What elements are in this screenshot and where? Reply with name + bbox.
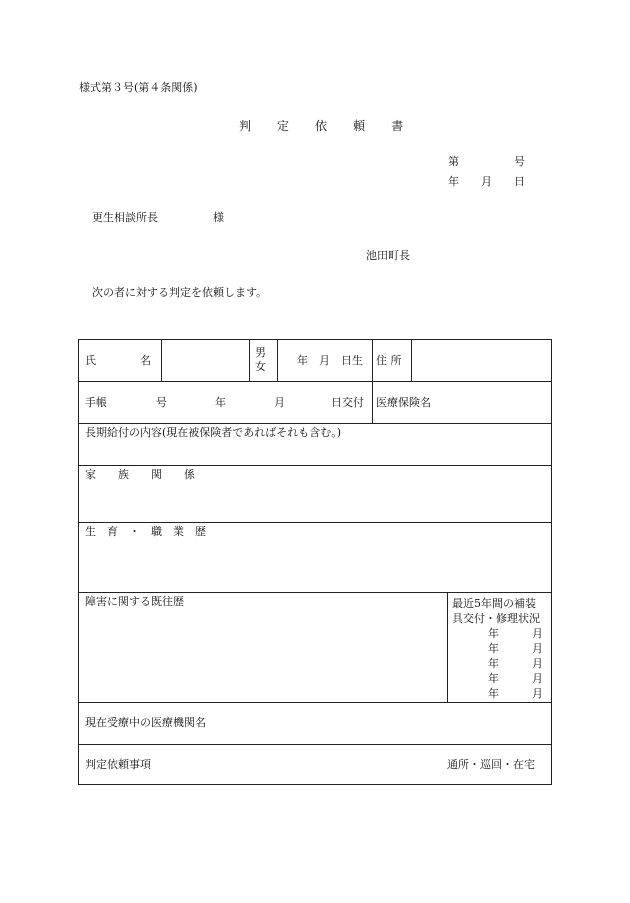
- sex-male-label: 男: [255, 346, 266, 359]
- row-divider: [79, 381, 551, 382]
- disability-history-label: 障害に関する既往歴: [85, 595, 184, 608]
- notebook-year-label: 年: [215, 396, 226, 409]
- title-char: 頼: [353, 119, 366, 133]
- col-divider: [277, 340, 278, 381]
- row-divider: [79, 522, 551, 523]
- notebook-number-label: 号: [156, 396, 167, 409]
- intro-text: 次の者に対する判定を依頼します。: [92, 286, 268, 299]
- notebook-month-label: 月: [274, 396, 285, 409]
- sender: 池田町長: [366, 249, 410, 262]
- document-number-line: 第 号: [448, 155, 525, 168]
- row-divider: [79, 423, 551, 424]
- longterm-benefit-label: 長期給付の内容(現在被保険者であればそれも含む。): [85, 426, 342, 439]
- document-date-line: 年 月 日: [448, 175, 525, 188]
- form-number: 様式第３号(第４条関係): [79, 81, 198, 94]
- device-row: 年 月: [488, 687, 543, 700]
- request-items-label: 判定依頼事項: [85, 758, 151, 771]
- document-title: [239, 119, 403, 133]
- device-row: 年 月: [488, 627, 543, 640]
- device-row: 年 月: [488, 657, 543, 670]
- row-divider: [79, 702, 551, 703]
- title-char: 書: [391, 119, 404, 133]
- device-row: 年 月: [488, 672, 543, 685]
- title-char: 依: [315, 119, 328, 133]
- family-label: 家 族 関 係: [85, 468, 195, 481]
- notebook-issued-label: 日交付: [331, 396, 364, 409]
- device-row: 年 月: [488, 642, 543, 655]
- request-options: 通所・巡回・在宅: [447, 758, 535, 771]
- notebook-label: 手帳: [85, 396, 107, 409]
- birthdate-label: 年 月 日生: [297, 354, 363, 367]
- device-header-line2: 具交付・修理状況: [452, 612, 540, 625]
- col-divider: [372, 340, 373, 423]
- insurance-label: 医療保険名: [376, 396, 431, 409]
- name-label: 氏 名: [85, 354, 151, 367]
- title-char: 判: [239, 119, 252, 133]
- row-divider: [79, 592, 551, 593]
- hospital-label: 現在受療中の医療機関名: [85, 716, 206, 729]
- col-divider: [161, 340, 162, 381]
- col-divider: [249, 340, 250, 381]
- row-divider: [79, 744, 551, 745]
- col-divider: [447, 592, 448, 702]
- title-char: 定: [277, 119, 290, 133]
- row-divider: [79, 465, 551, 466]
- request-form-table: [78, 339, 552, 785]
- address-label: 住 所: [376, 354, 402, 367]
- history-label: 生 育 ・ 職 業 歴: [85, 525, 206, 538]
- col-divider: [411, 340, 412, 381]
- device-header-line1: 最近5年間の補装: [452, 597, 536, 610]
- sex-female-label: 女: [255, 360, 266, 373]
- addressee: 更生相談所長 様: [92, 211, 224, 224]
